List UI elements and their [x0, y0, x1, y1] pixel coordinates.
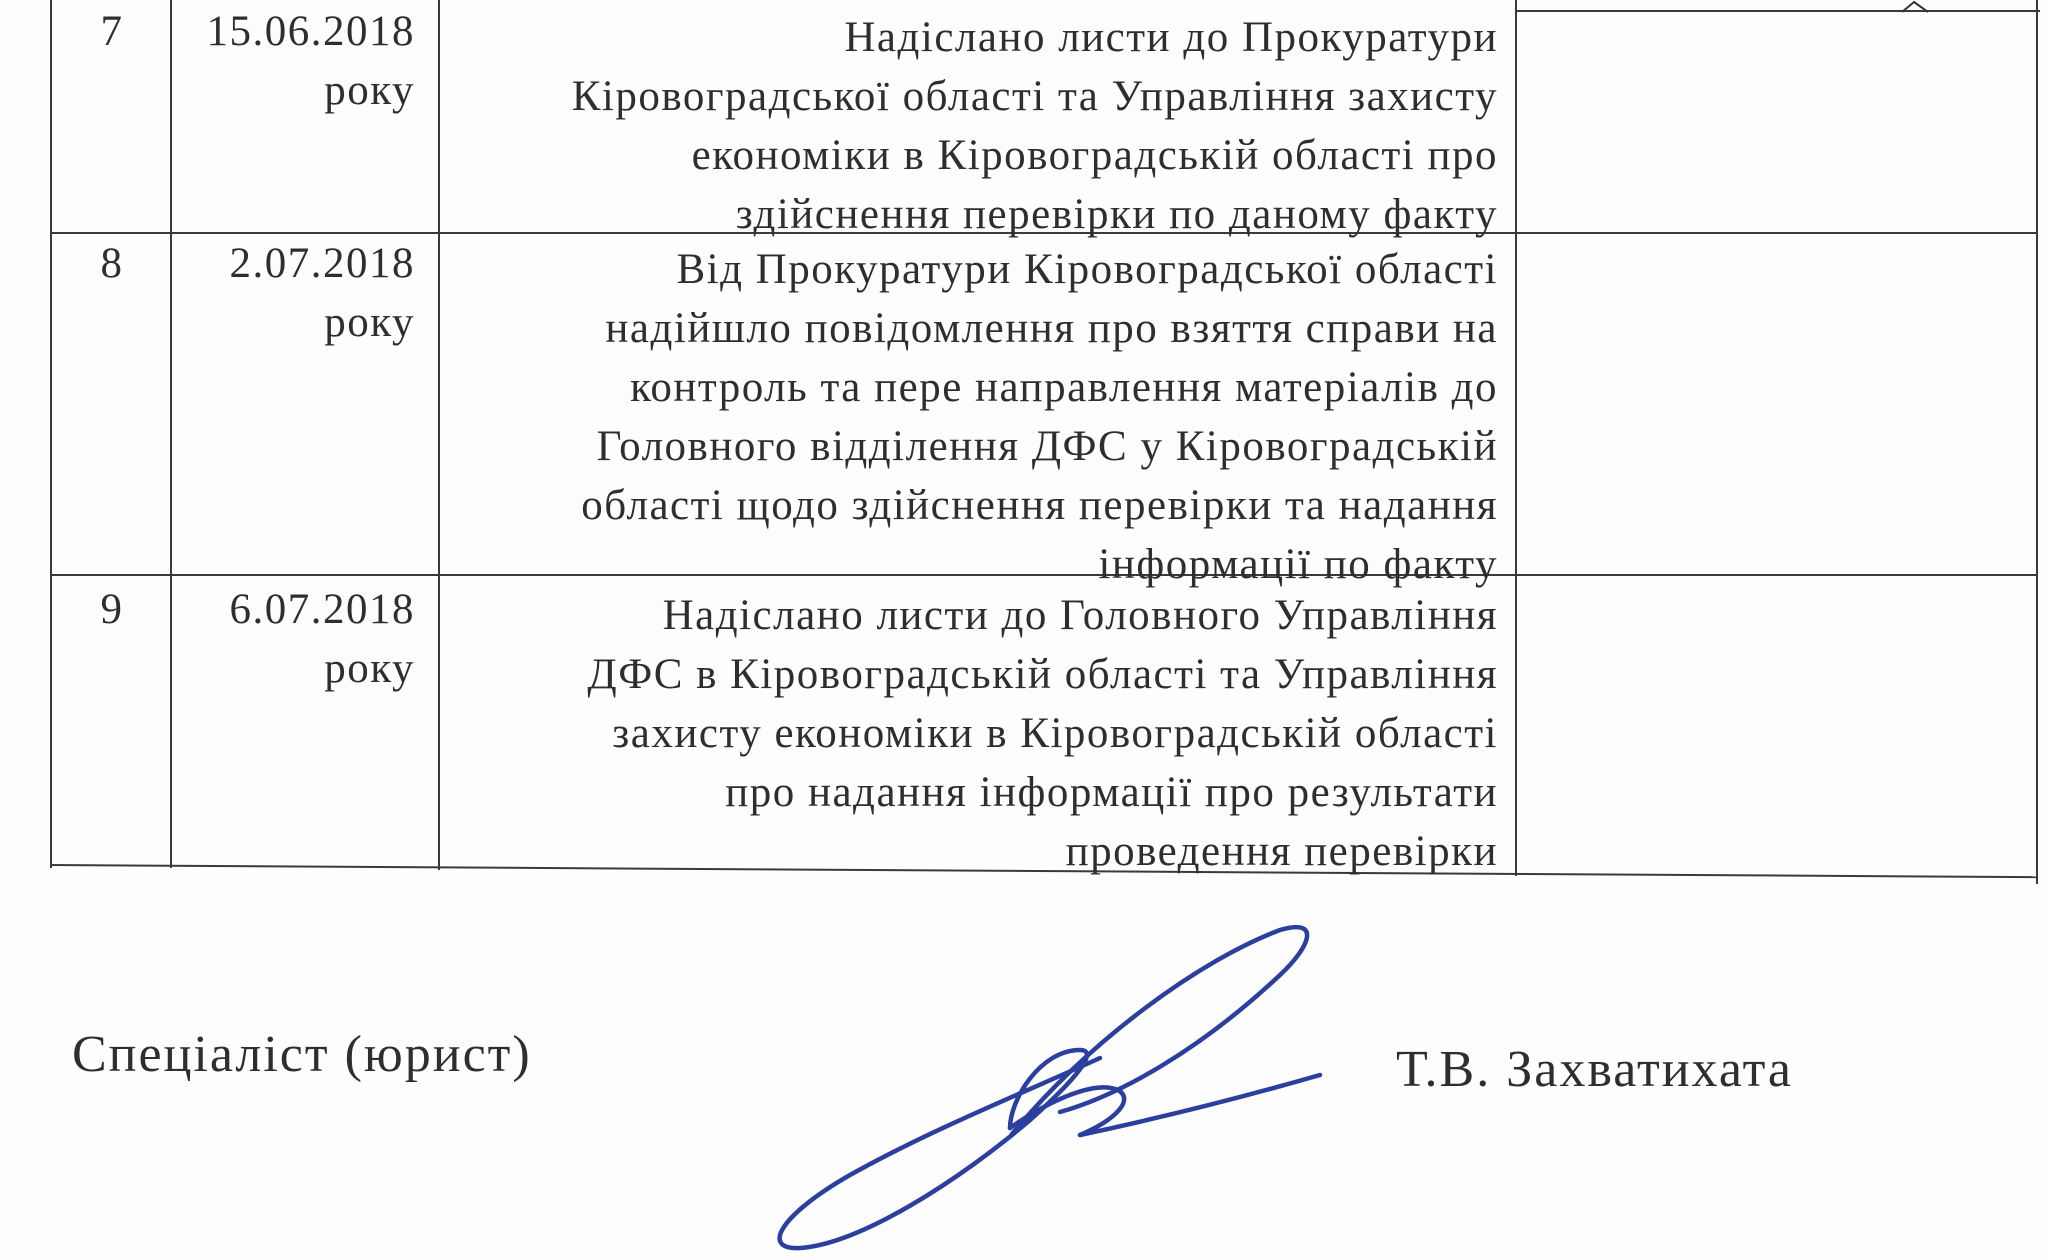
description-line: Надіслано листи до Головного Управління	[662, 592, 1498, 639]
row-description	[438, 8, 1498, 244]
description-line: надійшло повідомлення про взяття справи на	[605, 305, 1498, 352]
row-date-value: 15.06.2018	[206, 8, 415, 55]
description-line: захисту економіки в Кіровоградській області	[612, 710, 1498, 757]
row-date-suffix: року	[324, 67, 415, 114]
description-line: здійснення перевірки по даному факту	[735, 191, 1498, 238]
row-description	[438, 240, 1498, 594]
row-number: 7	[100, 8, 124, 55]
col-divider-1	[170, 0, 172, 868]
description-line: економіки в Кіровоградській області про	[691, 132, 1498, 179]
row-date	[175, 2, 415, 120]
row-date-suffix: року	[324, 645, 415, 692]
col-divider-3	[1515, 0, 1517, 876]
signatory-position: Спеціаліст (юрист)	[72, 1026, 532, 1083]
row-description	[438, 586, 1498, 881]
description-line: Кіровоградської області та Управління захисту	[571, 73, 1498, 120]
table-top-border	[1516, 10, 2040, 12]
description-line: Від Прокуратури Кіровоградської області	[676, 246, 1498, 293]
description-line: Головного відділення ДФС у Кіровоградській	[596, 423, 1498, 470]
description-line: області щодо здійснення перевірки та надання	[581, 482, 1498, 529]
description-line: контроль та пере направлення матеріалів до	[630, 364, 1498, 411]
row-date	[175, 234, 415, 352]
description-line: Надіслано листи до Прокуратури	[844, 14, 1498, 61]
description-line: проведення перевірки	[1065, 828, 1498, 875]
description-line: про надання інформації про результати	[725, 769, 1498, 816]
row-number: 9	[100, 586, 124, 633]
table-right-border	[2036, 0, 2038, 884]
row-date	[175, 580, 415, 698]
row-number: 8	[100, 240, 124, 287]
signatory-name: Т.В. Захватихата	[1396, 1041, 1794, 1098]
table-left-border	[50, 0, 52, 868]
row-date-value: 6.07.2018	[229, 586, 415, 633]
description-line: ДФС в Кіровоградській області та Управління	[587, 651, 1498, 698]
row-date-suffix: року	[324, 299, 415, 346]
row-date-value: 2.07.2018	[229, 240, 415, 287]
description-line: інформації по факту	[1098, 541, 1498, 588]
corner-mark-icon	[1900, 0, 1930, 14]
